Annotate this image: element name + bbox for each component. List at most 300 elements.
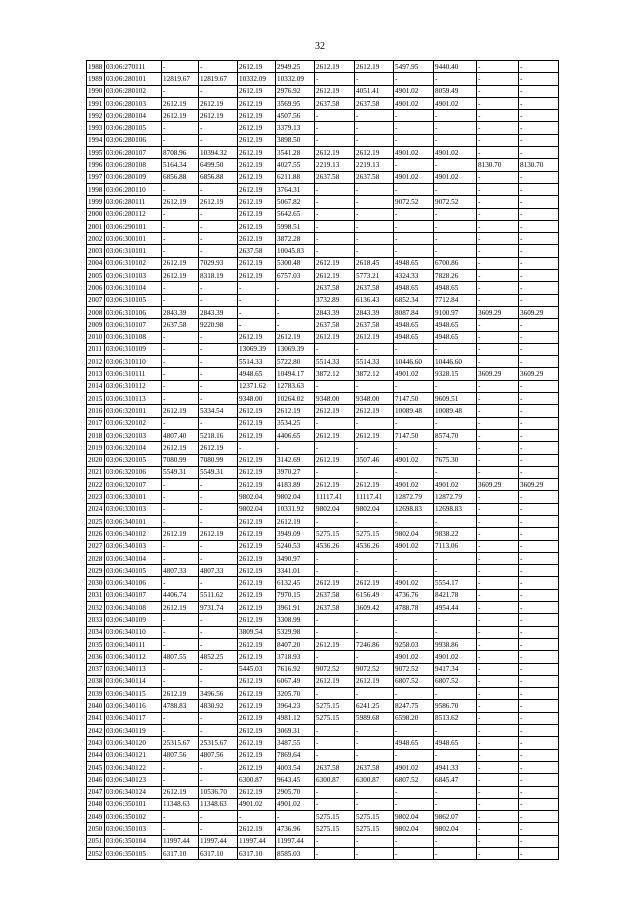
table-cell: - xyxy=(315,73,355,85)
table-cell: 2052 xyxy=(87,848,105,860)
table-cell: 03:06:280104 xyxy=(105,110,162,122)
table-cell: 3949.09 xyxy=(276,528,315,540)
table-row xyxy=(87,774,559,786)
table-cell: 03:06:350105 xyxy=(105,848,162,860)
table-cell: - xyxy=(434,159,477,171)
table-cell: 2612.19 xyxy=(238,270,276,282)
table-row xyxy=(87,540,559,552)
table-cell: 5773.21 xyxy=(355,270,394,282)
table-cell: 9609.51 xyxy=(434,393,477,405)
table-cell: 5445.03 xyxy=(238,663,276,675)
table-cell: - xyxy=(477,442,519,454)
table-cell: 2612.19 xyxy=(162,528,199,540)
table-cell: 9072.52 xyxy=(434,196,477,208)
table-cell: 2637.58 xyxy=(355,282,394,294)
table-cell: - xyxy=(315,688,355,700)
table-cell: 2637.58 xyxy=(315,97,355,109)
table-cell: 10089.48 xyxy=(394,405,434,417)
table-cell: 2637.58 xyxy=(355,761,394,773)
table-row xyxy=(87,61,559,73)
table-cell: - xyxy=(162,282,199,294)
table-cell: 7970.15 xyxy=(276,589,315,601)
table-cell: - xyxy=(199,331,238,343)
table-cell: 03:06:320106 xyxy=(105,466,162,478)
table-cell: - xyxy=(199,380,238,392)
table-cell: - xyxy=(477,233,519,245)
table-cell: - xyxy=(477,638,519,650)
table-cell: - xyxy=(276,442,315,454)
table-row xyxy=(87,589,559,601)
table-cell: - xyxy=(162,61,199,73)
table-row xyxy=(87,343,559,355)
table-cell: - xyxy=(519,171,559,183)
table-cell: 2013 xyxy=(87,368,105,380)
table-cell: - xyxy=(434,233,477,245)
table-cell: 10331.92 xyxy=(276,503,315,515)
table-row xyxy=(87,503,559,515)
table-cell: 4941.33 xyxy=(434,761,477,773)
table-cell: - xyxy=(199,282,238,294)
table-cell: 2612.19 xyxy=(238,614,276,626)
table-cell: 2015 xyxy=(87,393,105,405)
table-cell: 5275.15 xyxy=(315,811,355,823)
table-cell: - xyxy=(315,110,355,122)
table-cell: - xyxy=(162,134,199,146)
table-row xyxy=(87,798,559,810)
table-row xyxy=(87,196,559,208)
table-cell: - xyxy=(394,220,434,232)
table-cell: 2843.39 xyxy=(162,306,199,318)
table-row xyxy=(87,565,559,577)
table-cell: 2032 xyxy=(87,602,105,614)
table-row xyxy=(87,638,559,650)
table-cell: - xyxy=(477,688,519,700)
table-cell: 2843.39 xyxy=(355,306,394,318)
table-cell: - xyxy=(519,565,559,577)
table-cell: 2637.58 xyxy=(238,245,276,257)
table-cell: - xyxy=(477,380,519,392)
table-cell: 5275.15 xyxy=(315,712,355,724)
table-cell: 5722.80 xyxy=(276,356,315,368)
table-cell: 6132.45 xyxy=(276,577,315,589)
table-cell: 03:06:270111 xyxy=(105,61,162,73)
table-cell: - xyxy=(394,208,434,220)
table-cell: 4901.02 xyxy=(276,798,315,810)
table-cell: 2014 xyxy=(87,380,105,392)
table-cell: 3872.12 xyxy=(315,368,355,380)
table-cell: - xyxy=(477,700,519,712)
table-cell: 4901.02 xyxy=(238,798,276,810)
table-cell: 2637.58 xyxy=(315,602,355,614)
table-cell: - xyxy=(519,503,559,515)
table-cell: - xyxy=(355,380,394,392)
table-cell: 5164.34 xyxy=(162,159,199,171)
table-cell: - xyxy=(394,798,434,810)
table-cell: - xyxy=(434,466,477,478)
table-cell: 4807.56 xyxy=(199,749,238,761)
table-cell: - xyxy=(477,282,519,294)
table-row xyxy=(87,356,559,368)
table-cell: - xyxy=(519,380,559,392)
table-cell: - xyxy=(355,73,394,85)
table-cell: 2021 xyxy=(87,466,105,478)
table-cell: - xyxy=(238,294,276,306)
table-cell: 03:06:310106 xyxy=(105,306,162,318)
table-cell: 03:06:340113 xyxy=(105,663,162,675)
table-cell: 2612.19 xyxy=(238,688,276,700)
table-row xyxy=(87,811,559,823)
table-cell: 9417.34 xyxy=(434,663,477,675)
table-cell: - xyxy=(477,429,519,441)
table-cell: - xyxy=(199,220,238,232)
table-cell: 03:06:340106 xyxy=(105,577,162,589)
table-cell: 2612.19 xyxy=(238,147,276,159)
table-cell: - xyxy=(519,134,559,146)
table-cell: 03:06:340122 xyxy=(105,761,162,773)
table-cell: 4901.02 xyxy=(394,577,434,589)
table-cell: 6300.87 xyxy=(238,774,276,786)
table-cell: 03:06:280110 xyxy=(105,183,162,195)
table-cell: 2612.19 xyxy=(238,97,276,109)
table-cell: 2016 xyxy=(87,405,105,417)
table-cell: - xyxy=(519,774,559,786)
table-cell: 9802.04 xyxy=(394,823,434,835)
table-cell: - xyxy=(199,122,238,134)
table-cell: - xyxy=(199,761,238,773)
table-cell: 2612.19 xyxy=(315,405,355,417)
table-cell: - xyxy=(199,614,238,626)
table-cell: 6317.10 xyxy=(162,848,199,860)
table-cell: - xyxy=(199,61,238,73)
table-cell: 9643.45 xyxy=(276,774,315,786)
table-cell: 2612.19 xyxy=(315,638,355,650)
table-cell: 9802.04 xyxy=(276,491,315,503)
table-cell: - xyxy=(394,343,434,355)
table-cell: 2843.39 xyxy=(199,306,238,318)
table-cell: 3569.95 xyxy=(276,97,315,109)
table-cell: 2612.19 xyxy=(238,466,276,478)
table-row xyxy=(87,761,559,773)
table-cell: 03:06:340105 xyxy=(105,565,162,577)
table-cell: - xyxy=(394,552,434,564)
table-cell: - xyxy=(394,183,434,195)
table-cell: 9348.00 xyxy=(315,393,355,405)
table-cell: - xyxy=(477,651,519,663)
table-cell: - xyxy=(394,110,434,122)
table-cell: 2612.19 xyxy=(199,528,238,540)
table-cell: 5275.15 xyxy=(355,823,394,835)
table-cell: - xyxy=(355,417,394,429)
table-cell: 4901.02 xyxy=(434,651,477,663)
table-cell: 10394.32 xyxy=(199,147,238,159)
table-cell: - xyxy=(519,183,559,195)
table-cell: 9802.04 xyxy=(315,503,355,515)
table-cell: 2612.19 xyxy=(355,405,394,417)
table-cell: 6300.87 xyxy=(315,774,355,786)
table-cell: - xyxy=(394,688,434,700)
table-cell: - xyxy=(199,233,238,245)
table-cell: 4901.02 xyxy=(394,85,434,97)
table-cell: - xyxy=(477,725,519,737)
table-cell: 2612.19 xyxy=(315,577,355,589)
table-cell: 03:06:340102 xyxy=(105,528,162,540)
table-cell: 2612.19 xyxy=(238,183,276,195)
table-cell: 7147.50 xyxy=(394,429,434,441)
table-cell: 2612.19 xyxy=(238,171,276,183)
table-cell: 03:06:340123 xyxy=(105,774,162,786)
table-cell: 12872.79 xyxy=(434,491,477,503)
table-cell: - xyxy=(477,737,519,749)
table-cell: 03:06:280108 xyxy=(105,159,162,171)
table-cell: 3069.31 xyxy=(276,725,315,737)
table-cell: 7147.50 xyxy=(394,393,434,405)
table-cell: 9802.04 xyxy=(355,503,394,515)
table-cell: - xyxy=(477,196,519,208)
table-cell: - xyxy=(355,110,394,122)
table-cell: 4948.65 xyxy=(434,331,477,343)
table-cell: - xyxy=(355,725,394,737)
table-cell: - xyxy=(162,208,199,220)
table-cell: 3609.29 xyxy=(519,306,559,318)
table-cell: 03:06:310105 xyxy=(105,294,162,306)
table-cell: - xyxy=(519,688,559,700)
table-cell: 1995 xyxy=(87,147,105,159)
table-cell: 2039 xyxy=(87,688,105,700)
table-cell: 11117.41 xyxy=(355,491,394,503)
table-cell: 2026 xyxy=(87,528,105,540)
table-cell: 2051 xyxy=(87,835,105,847)
table-cell: 4183.89 xyxy=(276,479,315,491)
table-cell: - xyxy=(477,134,519,146)
table-cell: 5275.15 xyxy=(315,528,355,540)
table-cell: 2612.19 xyxy=(238,220,276,232)
table-cell: 03:06:300101 xyxy=(105,233,162,245)
table-cell: - xyxy=(394,565,434,577)
table-cell: 2637.58 xyxy=(162,319,199,331)
table-cell: - xyxy=(519,626,559,638)
table-cell: - xyxy=(162,380,199,392)
table-cell: 4406.65 xyxy=(276,429,315,441)
table-cell: 3496.56 xyxy=(199,688,238,700)
table-cell: - xyxy=(477,491,519,503)
table-cell: 9072.52 xyxy=(394,196,434,208)
table-cell: 6845.47 xyxy=(434,774,477,786)
table-cell: 5549.31 xyxy=(162,466,199,478)
table-cell: 6136.43 xyxy=(355,294,394,306)
table-cell: 1990 xyxy=(87,85,105,97)
table-cell: 03:06:280111 xyxy=(105,196,162,208)
table-cell: 3732.89 xyxy=(315,294,355,306)
table-cell: 2618.45 xyxy=(355,257,394,269)
table-cell: - xyxy=(162,725,199,737)
table-cell: 2030 xyxy=(87,577,105,589)
table-cell: 5998.51 xyxy=(276,220,315,232)
table-cell: 4027.55 xyxy=(276,159,315,171)
table-cell: - xyxy=(199,577,238,589)
table-cell: 2612.19 xyxy=(315,479,355,491)
table-cell: - xyxy=(519,147,559,159)
table-cell: - xyxy=(519,110,559,122)
table-cell: - xyxy=(162,503,199,515)
table-cell: - xyxy=(162,122,199,134)
table-cell: 3379.13 xyxy=(276,122,315,134)
table-cell: - xyxy=(434,183,477,195)
table-cell: 2022 xyxy=(87,479,105,491)
table-cell: 7029.93 xyxy=(199,257,238,269)
table-cell: 10332.09 xyxy=(238,73,276,85)
table-cell: 7712.84 xyxy=(434,294,477,306)
table-cell: - xyxy=(477,774,519,786)
table-cell: 2612.19 xyxy=(238,331,276,343)
table-cell: - xyxy=(199,552,238,564)
table-cell: 2012 xyxy=(87,356,105,368)
table-row xyxy=(87,220,559,232)
table-cell: 1993 xyxy=(87,122,105,134)
table-cell: - xyxy=(477,565,519,577)
table-cell: - xyxy=(199,183,238,195)
table-cell: 5275.15 xyxy=(315,700,355,712)
table-cell: - xyxy=(519,85,559,97)
table-cell: 03:06:340110 xyxy=(105,626,162,638)
table-cell: 6700.86 xyxy=(434,257,477,269)
table-cell: 5514.33 xyxy=(238,356,276,368)
table-cell: 7080.99 xyxy=(199,454,238,466)
table-cell: - xyxy=(519,220,559,232)
table-cell: - xyxy=(434,749,477,761)
table-row xyxy=(87,110,559,122)
table-cell: - xyxy=(355,835,394,847)
table-cell: - xyxy=(519,577,559,589)
table-cell: 03:06:340108 xyxy=(105,602,162,614)
table-cell: 03:06:280109 xyxy=(105,171,162,183)
table-cell: - xyxy=(519,233,559,245)
table-cell: - xyxy=(162,331,199,343)
table-cell: - xyxy=(162,823,199,835)
table-cell: 8130.70 xyxy=(477,159,519,171)
table-cell: 03:06:280102 xyxy=(105,85,162,97)
table-cell: 11348.63 xyxy=(162,798,199,810)
table-cell: 03:06:320101 xyxy=(105,405,162,417)
table-cell: - xyxy=(162,515,199,527)
table-row xyxy=(87,835,559,847)
table-cell: 1997 xyxy=(87,171,105,183)
table-cell: 9348.00 xyxy=(355,393,394,405)
table-cell: 12819.67 xyxy=(162,73,199,85)
table-cell: 2003 xyxy=(87,245,105,257)
table-cell: - xyxy=(519,552,559,564)
table-cell: - xyxy=(199,134,238,146)
table-cell: 2612.19 xyxy=(238,429,276,441)
table-cell: 3308.99 xyxy=(276,614,315,626)
table-cell: - xyxy=(355,466,394,478)
table-cell: - xyxy=(355,515,394,527)
table-cell: - xyxy=(434,122,477,134)
table-cell: 10264.02 xyxy=(276,393,315,405)
table-cell: - xyxy=(238,319,276,331)
table-cell: 1989 xyxy=(87,73,105,85)
table-cell: 8513.62 xyxy=(434,712,477,724)
table-cell: - xyxy=(315,343,355,355)
table-cell: 2612.19 xyxy=(238,159,276,171)
table-cell: 03:06:340124 xyxy=(105,786,162,798)
table-row xyxy=(87,159,559,171)
table-cell: - xyxy=(434,245,477,257)
table-cell: - xyxy=(355,183,394,195)
table-cell: - xyxy=(355,749,394,761)
table-cell: - xyxy=(477,454,519,466)
table-cell: - xyxy=(477,122,519,134)
table-cell: - xyxy=(477,552,519,564)
table-cell: 03:06:350104 xyxy=(105,835,162,847)
table-cell: - xyxy=(434,725,477,737)
table-row xyxy=(87,614,559,626)
table-cell: - xyxy=(199,417,238,429)
table-cell: 2612.19 xyxy=(355,429,394,441)
table-cell: 2612.19 xyxy=(238,638,276,650)
table-row xyxy=(87,823,559,835)
table-cell: 9838.22 xyxy=(434,528,477,540)
table-cell: 4003.54 xyxy=(276,761,315,773)
table-cell: 03:06:340111 xyxy=(105,638,162,650)
table-cell: 11997.44 xyxy=(276,835,315,847)
table-row xyxy=(87,233,559,245)
table-cell: - xyxy=(394,614,434,626)
table-cell: 4901.02 xyxy=(394,171,434,183)
table-cell: 11117.41 xyxy=(315,491,355,503)
table-cell: - xyxy=(519,786,559,798)
table-cell: 03:06:280106 xyxy=(105,134,162,146)
table-cell: - xyxy=(315,134,355,146)
table-cell: - xyxy=(394,515,434,527)
table-cell: - xyxy=(315,196,355,208)
table-cell: 7616.92 xyxy=(276,663,315,675)
table-cell: 2027 xyxy=(87,540,105,552)
table-cell: - xyxy=(276,294,315,306)
table-cell: - xyxy=(394,848,434,860)
table-cell: - xyxy=(519,528,559,540)
table-cell: 5511.62 xyxy=(199,589,238,601)
table-cell: 4324.33 xyxy=(394,270,434,282)
table-cell: - xyxy=(519,663,559,675)
table-row xyxy=(87,602,559,614)
table-cell: - xyxy=(355,122,394,134)
table-cell: 2612.19 xyxy=(238,208,276,220)
table-row xyxy=(87,380,559,392)
table-cell: 03:06:340112 xyxy=(105,651,162,663)
table-cell: 2612.19 xyxy=(238,823,276,835)
table-cell: - xyxy=(199,675,238,687)
table-cell: - xyxy=(519,848,559,860)
table-cell: 4852.25 xyxy=(199,651,238,663)
table-row xyxy=(87,417,559,429)
table-cell: - xyxy=(477,343,519,355)
table-cell: - xyxy=(434,515,477,527)
table-cell: - xyxy=(477,110,519,122)
table-cell: 2612.19 xyxy=(238,675,276,687)
table-row xyxy=(87,675,559,687)
table-cell: 3898.50 xyxy=(276,134,315,146)
table-cell: - xyxy=(355,786,394,798)
table-cell: - xyxy=(519,466,559,478)
table-cell: - xyxy=(519,589,559,601)
table-cell: 4536.26 xyxy=(315,540,355,552)
table-cell: 8130.70 xyxy=(519,159,559,171)
table-cell: - xyxy=(199,638,238,650)
table-cell: 2612.19 xyxy=(315,270,355,282)
table-cell: 4901.02 xyxy=(434,479,477,491)
table-cell: 9258.03 xyxy=(394,638,434,650)
table-cell: - xyxy=(315,786,355,798)
